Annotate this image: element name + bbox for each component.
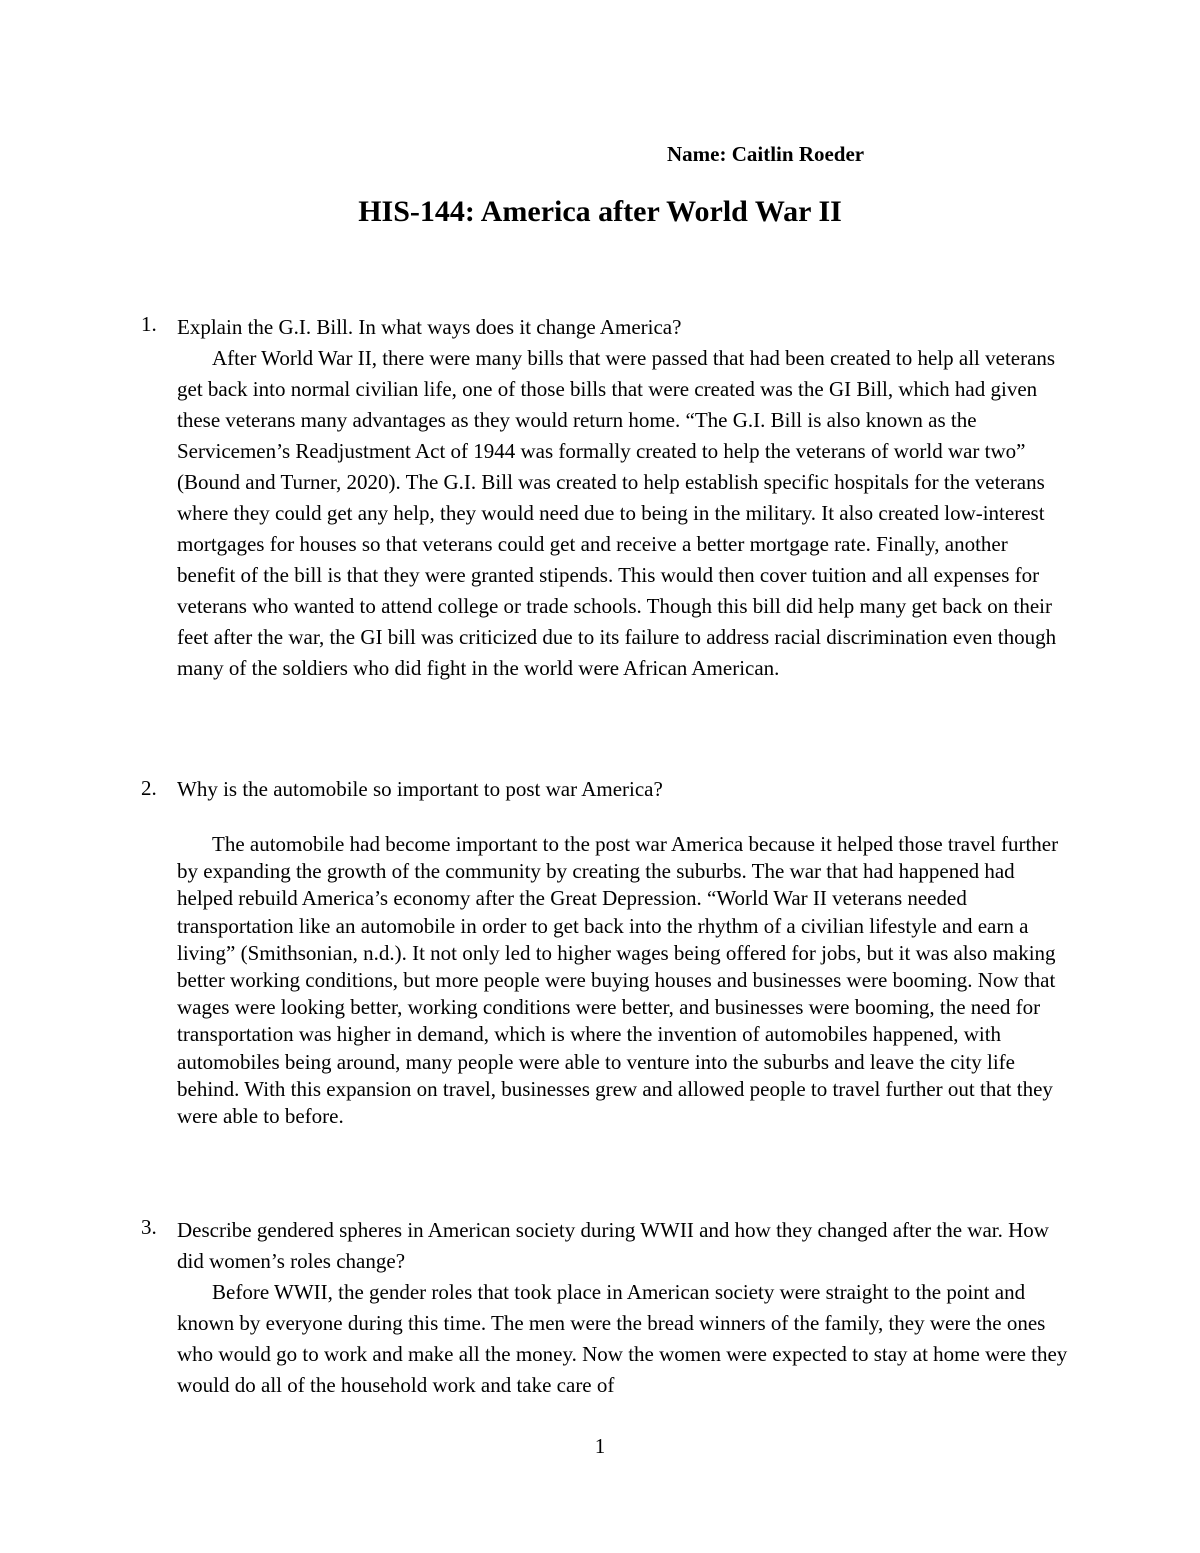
answer-paragraph: After World War II, there were many bills that were passed that had been created to help all veterans get back into normal civilian life, one of those bills that were created was the GI Bill, which had given these veterans many advantages as they would return home. “The G.I. Bill is also known as the Servicemen’s Readjustment Act of 1944 was formally created to help the veterans of world war two” (Bound and Turner, 2020). The G.I. Bill was created to help establish specific hospitals for the veterans where they could get any help, they would need due to being in the military. It also created low-interest mortgages for houses so that veterans could get and receive a better mortgage rate. Finally, another benefit of the bill is that they were granted stipends. This would then cover tuition and all expenses for veterans who wanted to attend college or trade schools. Though this bill did help many get back on their feet after the war, the GI bill was criticized due to its failure to address racial discrimination even though many of the soldiers who did fight in the world were African American. bbox=[177, 346, 1057, 680]
question-prompt: Why is the automobile so important to post war America? bbox=[177, 777, 663, 801]
page-title: HIS-144: America after World War II bbox=[358, 195, 842, 228]
question-2 bbox=[141, 776, 1071, 1130]
question-number: 3. bbox=[141, 1215, 157, 1239]
question-3 bbox=[141, 1215, 1071, 1401]
question-prompt: Explain the G.I. Bill. In what ways does it change America? bbox=[177, 315, 682, 339]
page-number: 1 bbox=[594, 1434, 606, 1458]
student-name: Name: Caitlin Roeder bbox=[667, 142, 865, 166]
question-number: 2. bbox=[141, 776, 157, 800]
answer-paragraph: The automobile had become important to the post war America because it helped those travel further by expanding the growth of the community by creating the suburbs. The war that had happened had helped rebuild America’s economy after the Great Depression. “World War II veterans needed transportation like an automobile in order to get back into the rhythm of a civilian lifestyle and earn a living” (Smithsonian, n.d.). It not only led to higher wages being offered for jobs, but it was also making better working conditions, but more people were buying houses and businesses were booming. Now that wages were looking better, working conditions were better, and businesses were booming, the need for transportation was higher in demand, which is where the invention of automobiles happened, with automobiles being around, many people were able to venture into the suburbs and leave the city life behind. With this expansion on travel, businesses grew and allowed people to travel further out that they were able to before. bbox=[177, 832, 1059, 1129]
question-number: 1. bbox=[141, 312, 157, 336]
question-1 bbox=[141, 312, 1071, 684]
answer-paragraph: Before WWII, the gender roles that took place in American society were straight to the point and known by everyone during this time. The men were the bread winners of the family, they were the ones who would go to work and make all the money. Now the women were expected to stay at home were they would do all of the household work and take care of bbox=[177, 1280, 1068, 1397]
question-prompt: Describe gendered spheres in American society during WWII and how they changed after the war. How did women’s roles change? bbox=[177, 1218, 1049, 1273]
